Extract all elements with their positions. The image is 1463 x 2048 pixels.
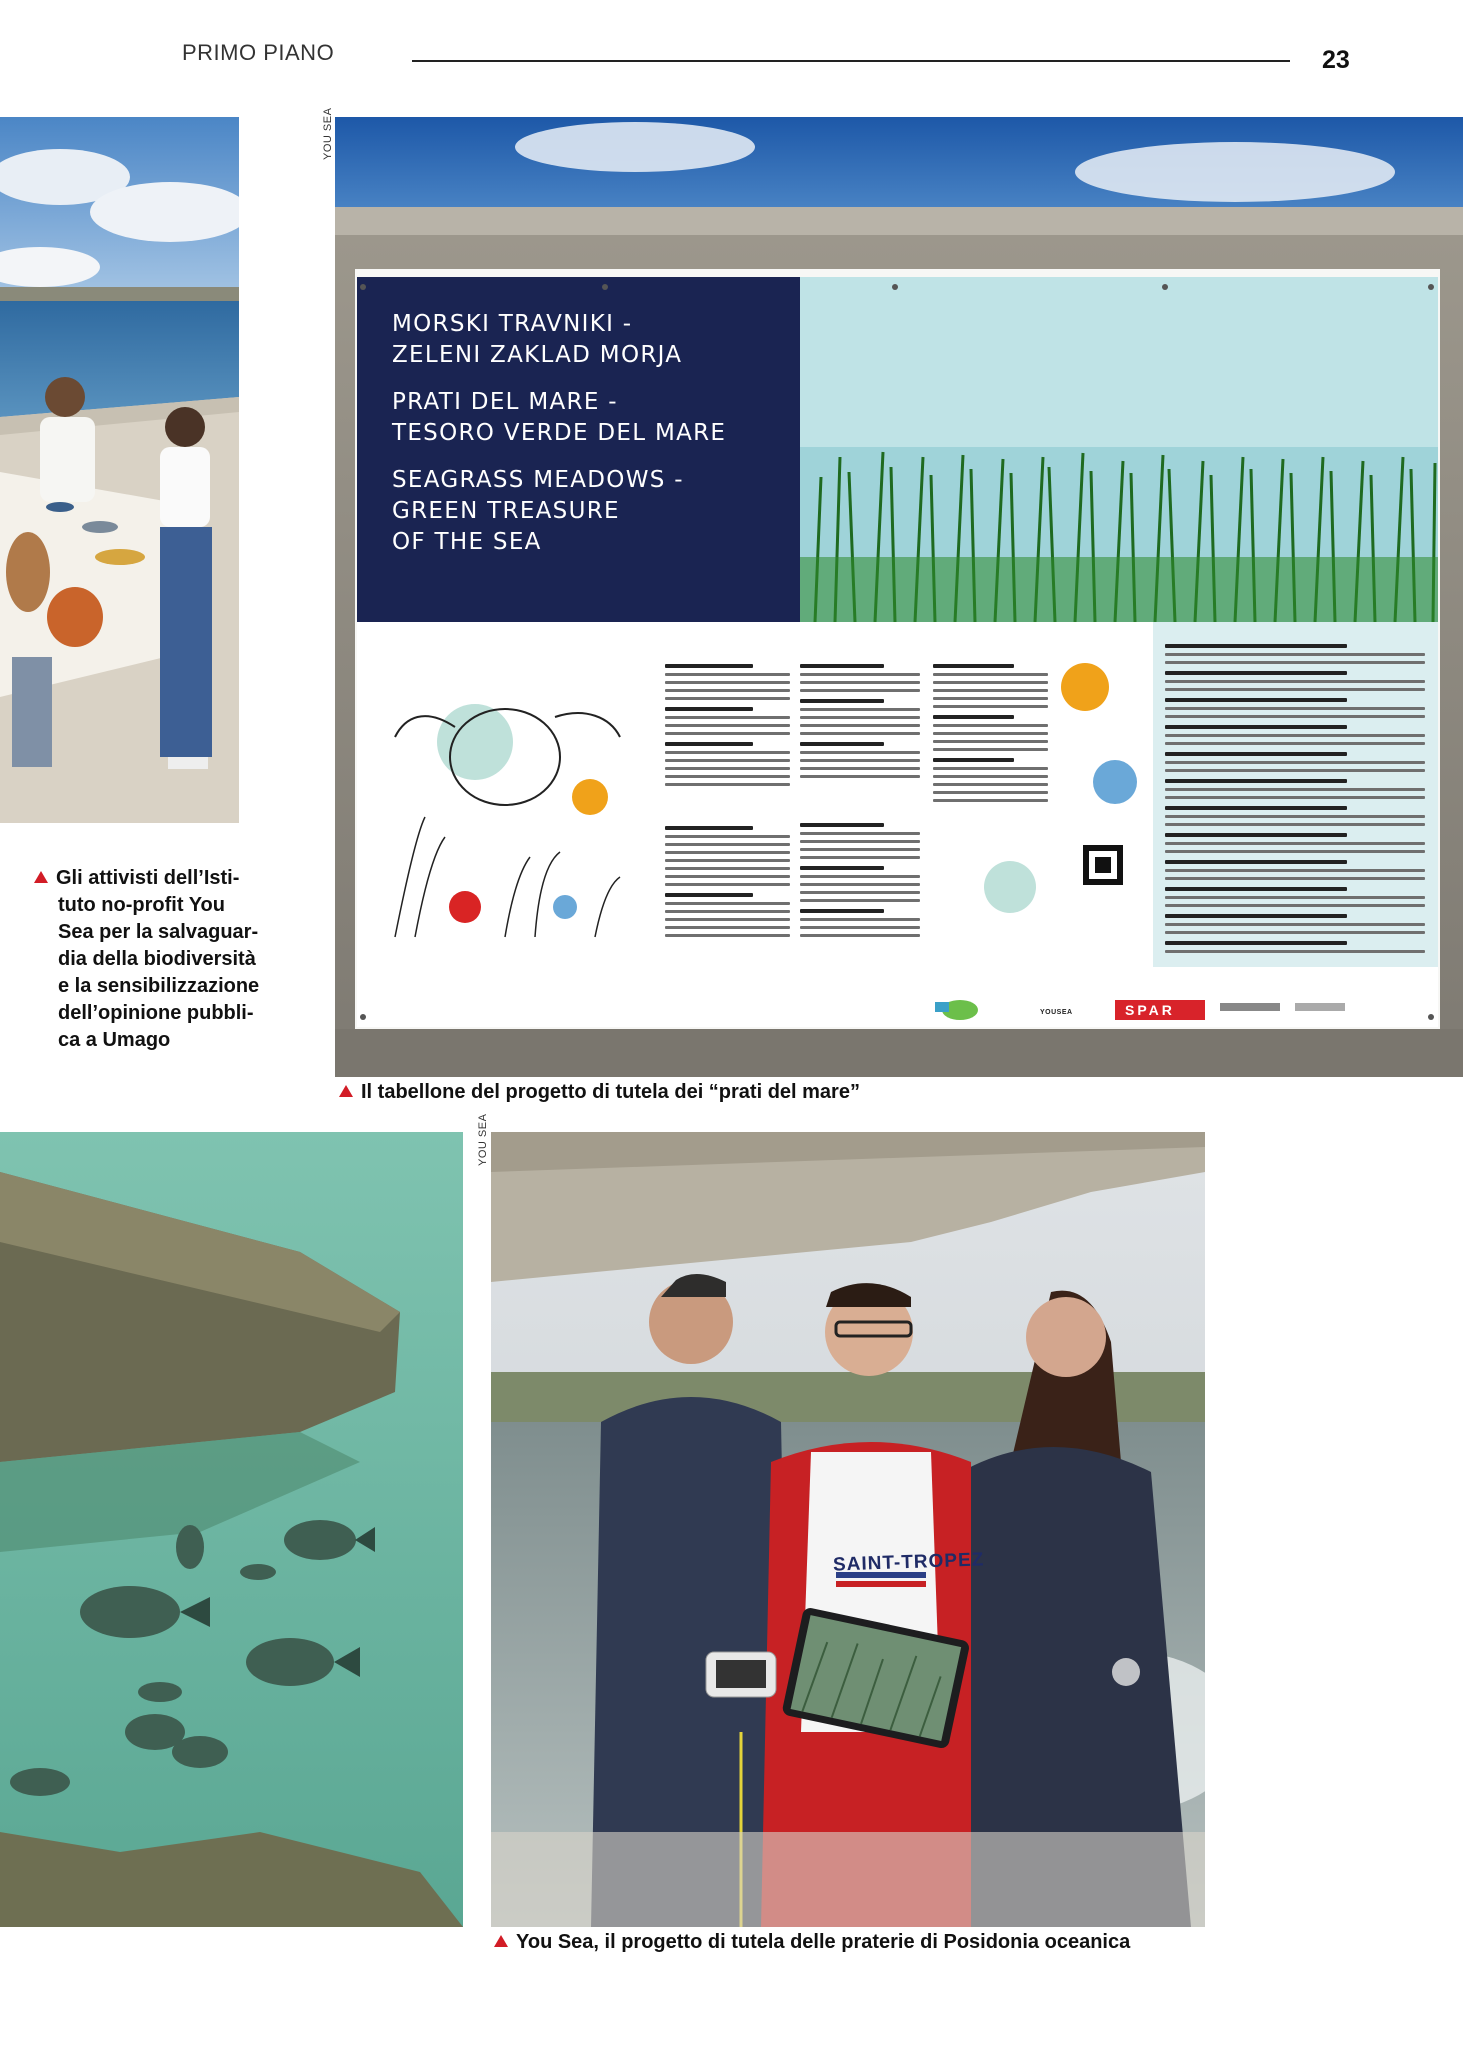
sign-text-column	[933, 657, 1048, 807]
spar-logo-text: SPAR	[1125, 1002, 1175, 1018]
activists-caption-line: ca a Umago	[58, 1029, 171, 1051]
yousea-logo-text: YOUSEA	[1040, 1009, 1073, 1016]
boat-photo	[491, 1132, 1205, 1927]
board-title-line: MORSKI TRAVNIKI -	[392, 311, 633, 337]
activists-caption	[34, 865, 260, 1054]
board-title-line: GREEN TREASURE	[392, 498, 620, 524]
sign-caption-text: Il tabellone del progetto di tutela dei “prati del mare”	[361, 1081, 860, 1103]
activists-caption-line: tuto no-profit You	[58, 894, 225, 916]
section-title: PRIMO PIANO	[182, 40, 335, 65]
shirt-print-text: SAINT-TROPEZ	[832, 1549, 985, 1576]
sign-board-title	[392, 309, 726, 558]
activists-caption-line: Sea per la salvaguar-	[58, 921, 259, 943]
photo-credit-sign: YOU SEA	[322, 107, 334, 160]
caption-marker-icon	[339, 1085, 353, 1097]
activists-caption-line: dell’opinione pubbli-	[58, 1002, 254, 1024]
activists-caption-line: e la sensibilizzazione	[58, 975, 260, 997]
board-title-line: TESORO VERDE DEL MARE	[392, 420, 727, 446]
caption-marker-icon	[494, 1935, 508, 1947]
sign-text-column	[1165, 637, 1425, 958]
board-title-line: OF THE SEA	[392, 529, 542, 555]
photo-credit-boat: YOU SEA	[477, 1113, 489, 1166]
boat-caption-text: You Sea, il progetto di tutela delle praterie di Posidonia oceanica	[516, 1931, 1131, 1953]
board-title-line: ZELENI ZAKLAD MORJA	[392, 342, 683, 368]
activists-photo	[0, 117, 239, 823]
board-title-line: SEAGRASS MEADOWS -	[392, 467, 684, 493]
sign-board-photo	[335, 117, 1463, 1077]
boat-caption	[494, 1929, 1130, 1956]
caption-marker-icon	[34, 871, 48, 883]
underwater-photo	[0, 1132, 463, 1927]
page-number: 23	[1322, 46, 1350, 74]
sign-text-column	[800, 657, 920, 942]
activists-caption-line: dia della biodiversità	[58, 948, 256, 970]
header-rule	[412, 60, 1290, 62]
sign-caption	[339, 1079, 860, 1106]
sign-text-column	[665, 657, 790, 942]
activists-caption-line: Gli attivisti dell’Isti-	[56, 867, 240, 889]
board-title-line: PRATI DEL MARE -	[392, 389, 618, 415]
